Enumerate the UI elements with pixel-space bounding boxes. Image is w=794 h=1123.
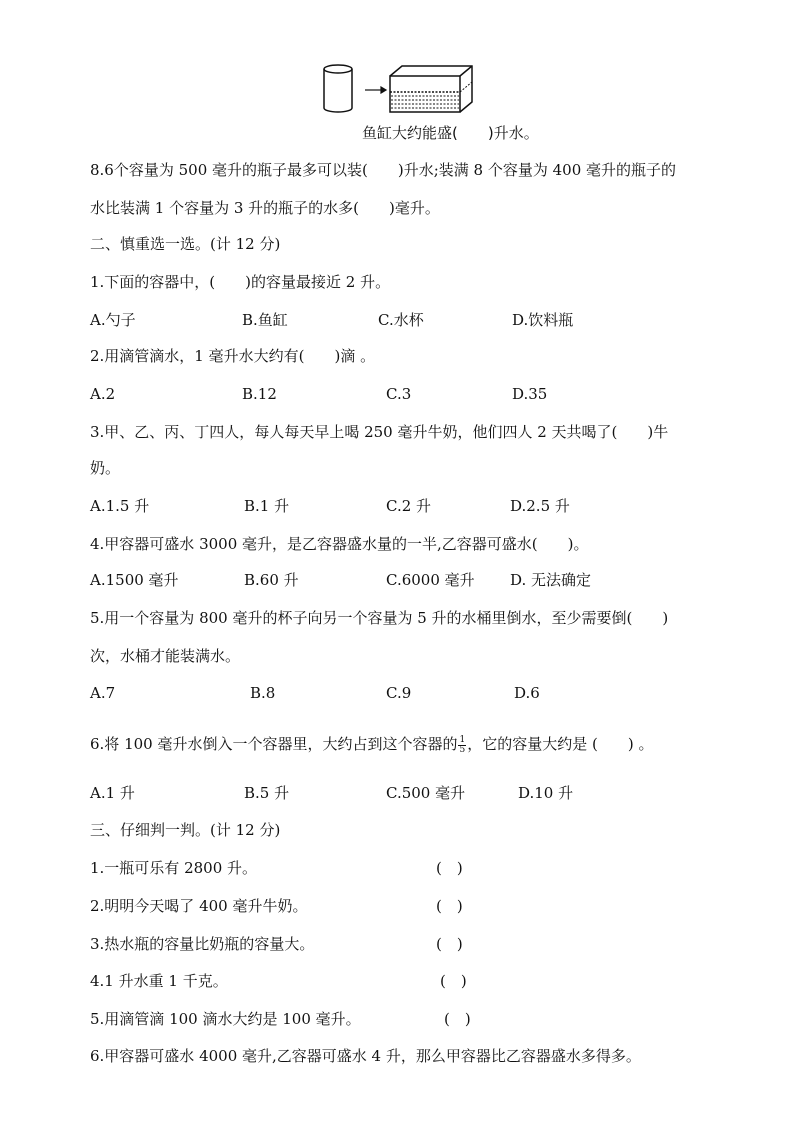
q2-option-b[interactable]: B.12 (242, 385, 277, 403)
q4-option-d[interactable]: D. 无法确定 (510, 571, 592, 589)
fishtank-icon (390, 66, 472, 112)
q4-option-a[interactable]: A.1500 毫升 (90, 571, 179, 589)
choice-question-6 (90, 734, 653, 755)
judge-item-1-answer-box[interactable]: ( ) (436, 859, 463, 877)
q6-option-c[interactable]: C.500 毫升 (386, 784, 466, 802)
q3-option-b[interactable]: B.1 升 (244, 497, 290, 515)
choice-question-3-line2: 奶。 (90, 459, 121, 477)
q5-option-d[interactable]: D.6 (514, 684, 540, 702)
q6-text-after: ，它的容量大约是 ( ) 。 (467, 735, 654, 753)
q1-option-d[interactable]: D.饮料瓶 (512, 311, 574, 329)
fraction-numerator: 1 (459, 734, 466, 745)
q6-option-a[interactable]: A.1 升 (90, 784, 135, 802)
q1-option-a[interactable]: A.勺子 (90, 311, 136, 329)
section-2-title: 二、慎重选一选。(计 12 分) (90, 235, 281, 253)
fraction-denominator: 5 (459, 744, 466, 755)
choice-question-5-line2: 次，水桶才能装满水。 (90, 647, 241, 665)
q2-option-a[interactable]: A.2 (90, 385, 116, 403)
judge-item-3-answer-box[interactable]: ( ) (436, 935, 463, 953)
q2-option-c[interactable]: C.3 (386, 385, 412, 403)
choice-question-3-line1: 3.甲、乙、丙、丁四人，每人每天早上喝 250 毫升牛奶，他们四人 2 天共喝了( )牛 (90, 423, 669, 441)
judge-item-3: 3.热水瓶的容量比奶瓶的容量大。 (90, 935, 315, 953)
arrow-icon (365, 87, 386, 93)
q5-option-b[interactable]: B.8 (250, 684, 276, 702)
choice-question-5-line1: 5.用一个容量为 800 毫升的杯子向另一个容量为 5 升的水桶里倒水，至少需要倒( ) (90, 609, 669, 627)
cylinder-icon (324, 65, 352, 112)
judge-item-5: 5.用滴管滴 100 滴水大约是 100 毫升。 (90, 1010, 361, 1028)
fraction-one-fifth (458, 736, 466, 755)
q3-option-c[interactable]: C.2 升 (386, 497, 432, 515)
q6-option-d[interactable]: D.10 升 (518, 784, 574, 802)
judge-item-5-answer-box[interactable]: ( ) (444, 1010, 471, 1028)
q5-option-c[interactable]: C.9 (386, 684, 412, 702)
judge-item-1: 1.一瓶可乐有 2800 升。 (90, 859, 258, 877)
fill-question-8-line2: 水比装满 1 个容量为 3 升的瓶子的水多( )毫升。 (90, 199, 440, 217)
figure-caption: 鱼缸大约能盛( )升水。 (362, 124, 539, 142)
choice-question-2: 2.用滴管滴水，1 毫升水大约有( )滴 。 (90, 347, 376, 365)
section-3-title: 三、仔细判一判。(计 12 分) (90, 821, 281, 839)
cylinder-to-fishtank-figure (318, 60, 478, 120)
judge-item-2-answer-box[interactable]: ( ) (436, 897, 463, 915)
q5-option-a[interactable]: A.7 (90, 684, 116, 702)
choice-question-1: 1.下面的容器中，( )的容量最接近 2 升。 (90, 273, 391, 291)
judge-item-2: 2.明明今天喝了 400 毫升牛奶。 (90, 897, 308, 915)
q6-option-b[interactable]: B.5 升 (244, 784, 290, 802)
fill-question-8-line1: 8.6个容量为 500 毫升的瓶子最多可以装( )升水;装满 8 个容量为 400 毫升的瓶子的 (90, 161, 677, 179)
q1-option-c[interactable]: C.水杯 (378, 311, 424, 329)
q6-text-before: 6.将 100 毫升水倒入一个容器里，大约占到这个容器的 (90, 735, 458, 753)
q4-option-b[interactable]: B.60 升 (244, 571, 299, 589)
judge-item-4-answer-box[interactable]: ( ) (440, 972, 467, 990)
judge-item-4: 4.1 升水重 1 千克。 (90, 972, 228, 990)
q1-option-b[interactable]: B.鱼缸 (242, 311, 288, 329)
q3-option-a[interactable]: A.1.5 升 (90, 497, 150, 515)
choice-question-4: 4.甲容器可盛水 3000 毫升，是乙容器盛水量的一半,乙容器可盛水( )。 (90, 535, 589, 553)
q2-option-d[interactable]: D.35 (512, 385, 548, 403)
judge-item-6: 6.甲容器可盛水 4000 毫升,乙容器可盛水 4 升，那么甲容器比乙容器盛水多得多。 (90, 1047, 641, 1065)
q3-option-d[interactable]: D.2.5 升 (510, 497, 570, 515)
q4-option-c[interactable]: C.6000 毫升 (386, 571, 475, 589)
